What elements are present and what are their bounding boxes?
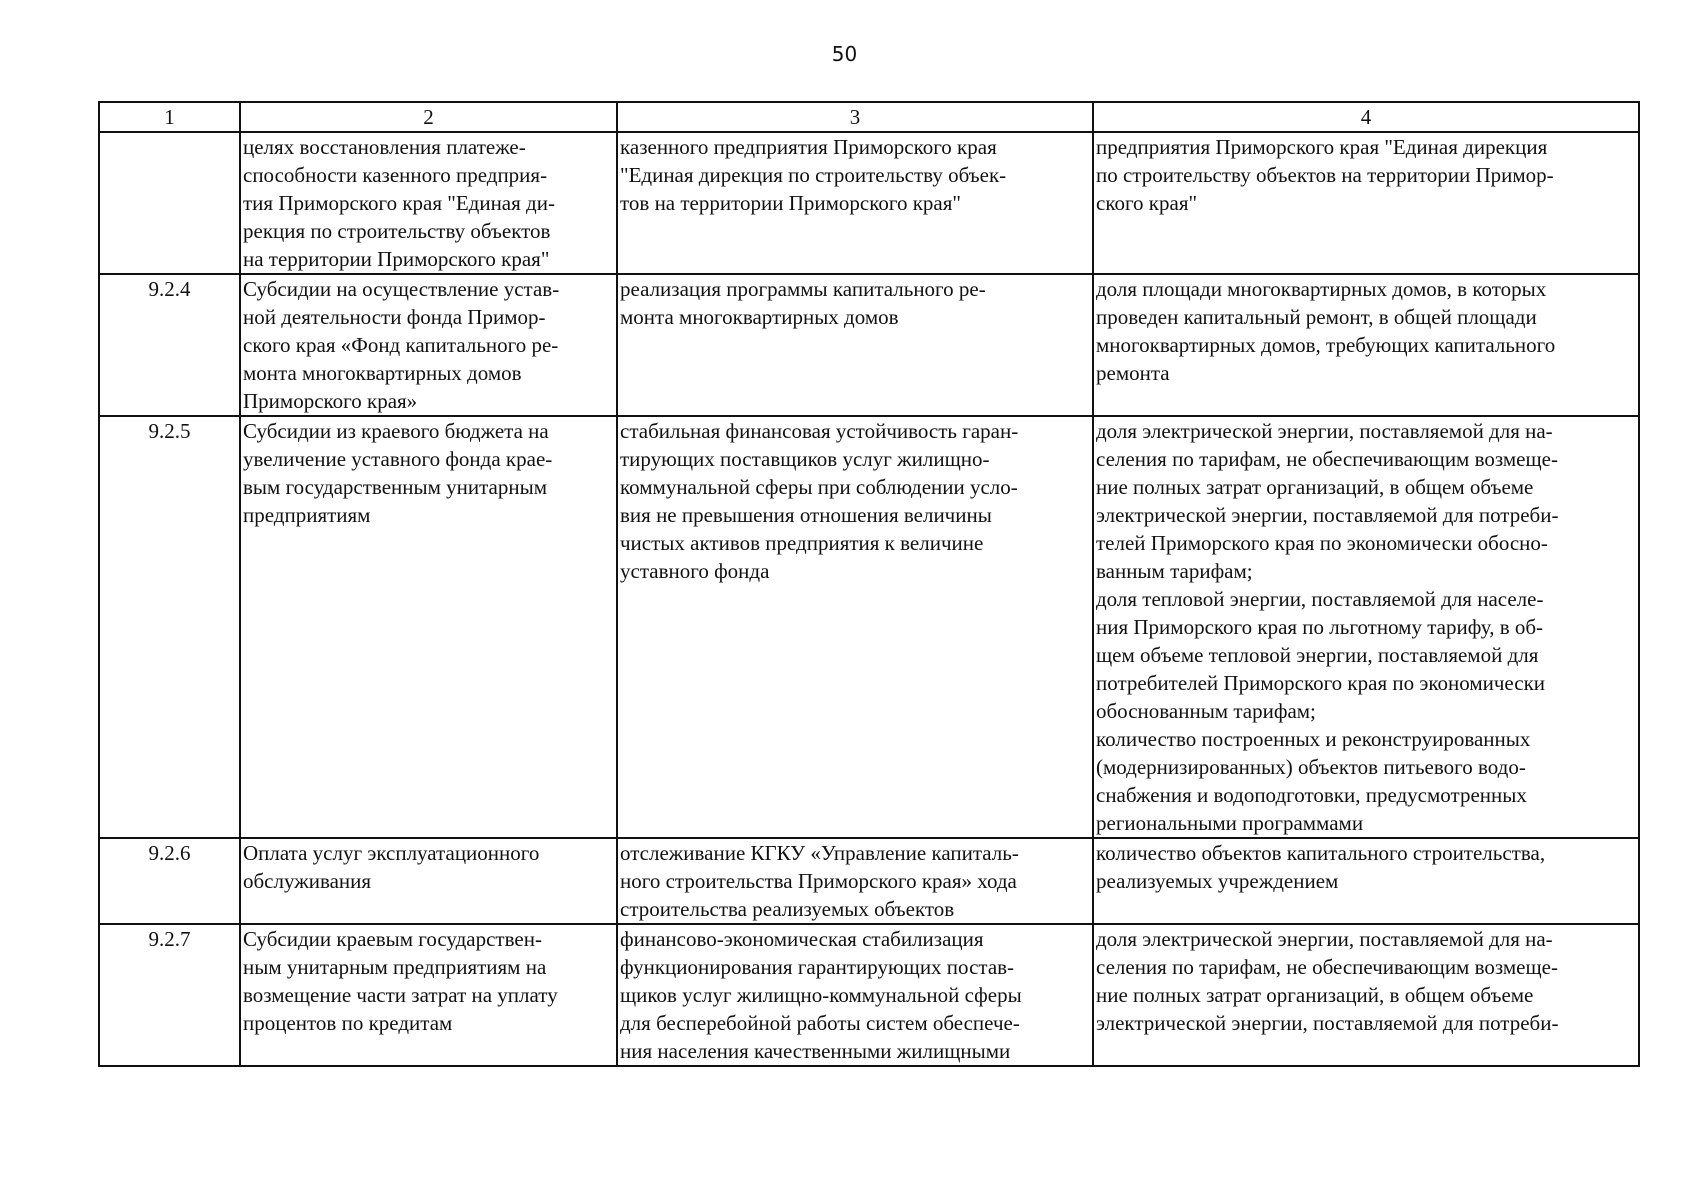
table-row xyxy=(99,924,1639,1066)
row-number xyxy=(99,132,240,274)
table-header-row xyxy=(99,102,1639,132)
row-number: 9.2.4 xyxy=(99,274,240,416)
measure-result: финансово-экономическая стабилизация функционирования гарантирующих постав- щиков услуг жилищно-коммунальной сферы для бесперебойной работы систем обеспече- ния населения качественными жилищными xyxy=(617,924,1093,1066)
measure-result: отслеживание КГКУ «Управление капиталь- ного строительства Приморского края» хода строительства реализуемых объектов xyxy=(617,838,1093,924)
measure-name: Субсидии краевым государствен- ным унитарным предприятиям на возмещение части затрат на уплату процентов по кредитам xyxy=(240,924,617,1066)
measure-result: стабильная финансовая устойчивость гаран- тирующих поставщиков услуг жилищно- коммунальной сферы при соблюдении усло- вия не превышения отношения величины чистых активов предприятия к величине уставного фонда xyxy=(617,416,1093,838)
table-row xyxy=(99,838,1639,924)
row-number: 9.2.7 xyxy=(99,924,240,1066)
measure-indicator: количество объектов капитального строительства, реализуемых учреждением xyxy=(1093,838,1639,924)
measure-result: казенного предприятия Приморского края "Единая дирекция по строительству объек- тов на территории Приморского края" xyxy=(617,132,1093,274)
measure-name: Субсидии на осуществление устав- ной деятельности фонда Примор- ского края «Фонд капитального ре- монта многоквартирных домов Приморского края» xyxy=(240,274,617,416)
table-row xyxy=(99,274,1639,416)
measure-indicator: доля площади многоквартирных домов, в которых проведен капитальный ремонт, в общей площади многоквартирных домов, требующих капитального ремонта xyxy=(1093,274,1639,416)
column-header-1: 1 xyxy=(99,102,240,132)
measure-name: Оплата услуг эксплуатационного обслуживания xyxy=(240,838,617,924)
row-number: 9.2.5 xyxy=(99,416,240,838)
table-row xyxy=(99,132,1639,274)
column-header-2: 2 xyxy=(240,102,617,132)
measure-name: Субсидии из краевого бюджета на увеличение уставного фонда крае- вым государственным унитарным предприятиям xyxy=(240,416,617,838)
measure-indicator: доля электрической энергии, поставляемой для на- селения по тарифам, не обеспечивающим возмеще- ние полных затрат организаций, в общем объеме электрической энергии, поставляемой для потреби- телей Приморского края по экономически обосно- ванным тарифам; доля тепловой энергии, поставляемой для населе- ния Приморского края по льготному тарифу, в об- щем объеме тепловой энергии, поставляемой для потребителей Приморского края по экономически обоснованным тарифам; количество построенных и реконструированных (модернизированных) объектов питьевого водо- снабжения и водоподготовки, предусмотренных региональными программами xyxy=(1093,416,1639,838)
measure-indicator: доля электрической энергии, поставляемой для на- селения по тарифам, не обеспечивающим возмеще- ние полных затрат организаций, в общем объеме электрической энергии, поставляемой для потреби- xyxy=(1093,924,1639,1066)
row-number: 9.2.6 xyxy=(99,838,240,924)
document-table xyxy=(98,101,1640,1067)
column-header-3: 3 xyxy=(617,102,1093,132)
measure-indicator: предприятия Приморского края "Единая дирекция по строительству объектов на территории Примор- ского края" xyxy=(1093,132,1639,274)
table-row xyxy=(99,416,1639,838)
measure-result: реализация программы капитального ре- монта многоквартирных домов xyxy=(617,274,1093,416)
page-number: 50 xyxy=(831,42,858,66)
measure-name: целях восстановления платеже- способности казенного предприя- тия Приморского края "Единая ди- рекция по строительству объектов на территории Приморского края" xyxy=(240,132,617,274)
column-header-4: 4 xyxy=(1093,102,1639,132)
